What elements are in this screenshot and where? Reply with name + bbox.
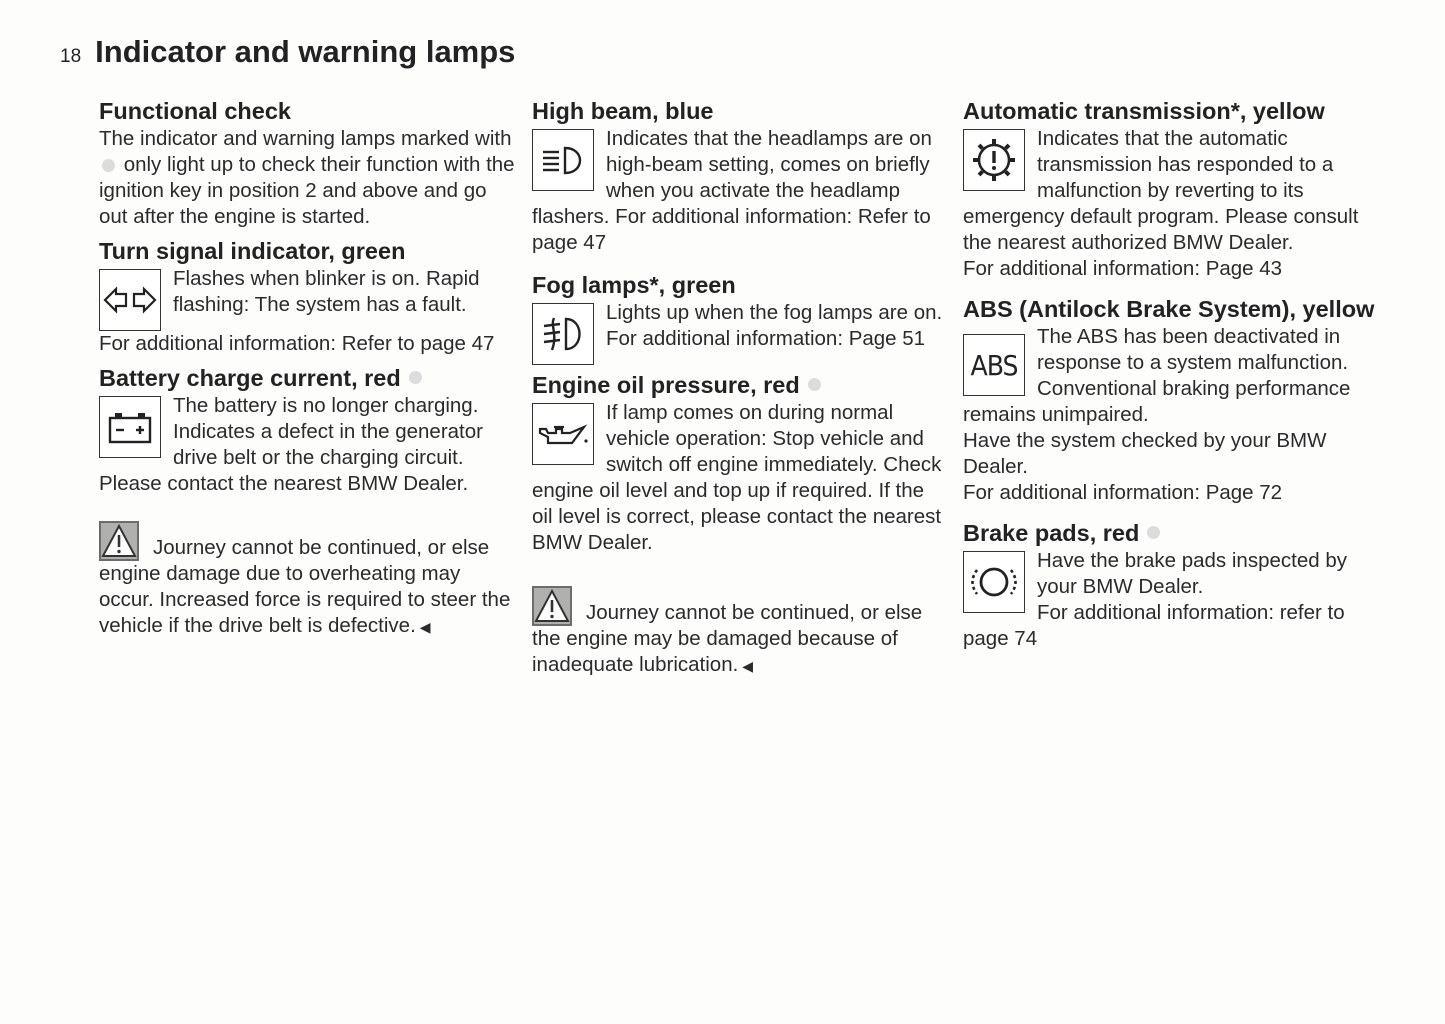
section-fog-lamps	[532, 270, 950, 352]
page-title: Indicator and warning lamps	[95, 34, 516, 69]
turn-signal-icon	[99, 269, 161, 331]
indicator-dot-icon	[808, 378, 821, 391]
battery-icon	[99, 396, 161, 458]
column-left	[99, 96, 517, 640]
functional-check-heading: Functional check	[99, 98, 291, 124]
brake-pads-text: Have the brake pads inspected by your BMW Dealer.	[1037, 549, 1347, 598]
abs-more: For additional information: Page 72	[963, 481, 1283, 504]
fog-lamp-icon	[532, 303, 594, 365]
column-middle	[532, 96, 950, 679]
column-right	[963, 96, 1381, 658]
oil-can-icon	[532, 403, 594, 465]
oil-warning	[532, 586, 950, 679]
battery-warning	[99, 521, 517, 640]
warning-triangle-icon	[532, 586, 572, 626]
turn-signal-heading: Turn signal indicator, green	[99, 238, 406, 264]
brake-pad-icon	[963, 551, 1025, 613]
abs-heading: ABS (Antilock Brake System), yellow	[963, 296, 1375, 322]
high-beam-heading: High beam, blue	[532, 98, 714, 124]
brake-pads-heading: Brake pads, red	[963, 518, 1381, 548]
section-abs	[963, 294, 1381, 506]
turn-signal-more: For additional information: Refer to page 47	[99, 332, 495, 355]
oil-pressure-text: If lamp comes on during normal vehicle operation: Stop vehicle and switch off engine immediately. Check engine oil level and top up if required. If the oil level is correct, please contact the nearest BMW Dealer.	[532, 401, 942, 554]
turn-signal-text: Flashes when blinker is on. Rapid flashing: The system has a fault.	[173, 267, 480, 316]
section-high-beam	[532, 96, 950, 256]
battery-text: The battery is no longer charging. Indicates a defect in the generator drive belt or the charging circuit. Please contact the nearest BMW Dealer.	[99, 394, 483, 495]
page-number: 18	[60, 46, 82, 67]
indicator-dot-icon	[102, 159, 115, 172]
transmission-warning-icon	[963, 129, 1025, 191]
abs-icon	[963, 334, 1025, 396]
oil-pressure-heading: Engine oil pressure, red	[532, 370, 950, 400]
functional-check-text-after: only light up to check their function with the ignition key in position 2 and above and go out after the engine is started.	[99, 153, 515, 228]
end-marker-icon: ◀	[419, 619, 431, 635]
page-header	[60, 34, 515, 70]
section-turn-signal	[99, 236, 517, 357]
abs-text-2: Have the system checked by your BMW Dealer.	[963, 429, 1327, 478]
high-beam-text: Indicates that the headlamps are on high-beam setting, comes on briefly when you activate the headlamp flashers. For additional information: Refer to page 47	[532, 127, 932, 254]
auto-trans-heading: Automatic transmission*, yellow	[963, 98, 1325, 124]
abs-icon-label: ABS	[970, 348, 1018, 382]
end-marker-icon: ◀	[742, 658, 754, 674]
oil-warning-text: Journey cannot be continued, or else the engine may be damaged because of inadequate lubrication. ◀	[532, 586, 950, 679]
indicator-dot-icon	[409, 371, 422, 384]
auto-trans-more: For additional information: Page 43	[963, 257, 1283, 280]
battery-warning-text: Journey cannot be continued, or else engine damage due to overheating may occur. Increased force is required to steer the vehicle if the drive belt is defective. ◀	[99, 521, 517, 640]
warning-triangle-icon	[99, 521, 139, 561]
indicator-dot-icon	[1147, 526, 1160, 539]
functional-check-text-before: The indicator and warning lamps marked with	[99, 127, 512, 150]
section-oil-pressure	[532, 370, 950, 556]
section-battery	[99, 363, 517, 497]
brake-pads-more: For additional information: refer to page 74	[963, 601, 1345, 650]
fog-lamps-heading: Fog lamps*, green	[532, 272, 736, 298]
section-auto-transmission	[963, 96, 1381, 282]
fog-lamps-text: Lights up when the fog lamps are on. For additional information: Page 51	[606, 301, 943, 350]
battery-heading: Battery charge current, red	[99, 363, 517, 393]
auto-trans-text: Indicates that the automatic transmission has responded to a malfunction by reverting to its emergency default program. Please consult the nearest authorized BMW Dealer.	[963, 127, 1359, 254]
abs-text: The ABS has been deactivated in response to a system malfunction. Conventional braking performance remains unimpaired.	[963, 325, 1351, 426]
functional-check-text	[99, 126, 517, 230]
section-functional-check	[99, 96, 517, 230]
high-beam-icon	[532, 129, 594, 191]
section-brake-pads	[963, 518, 1381, 652]
